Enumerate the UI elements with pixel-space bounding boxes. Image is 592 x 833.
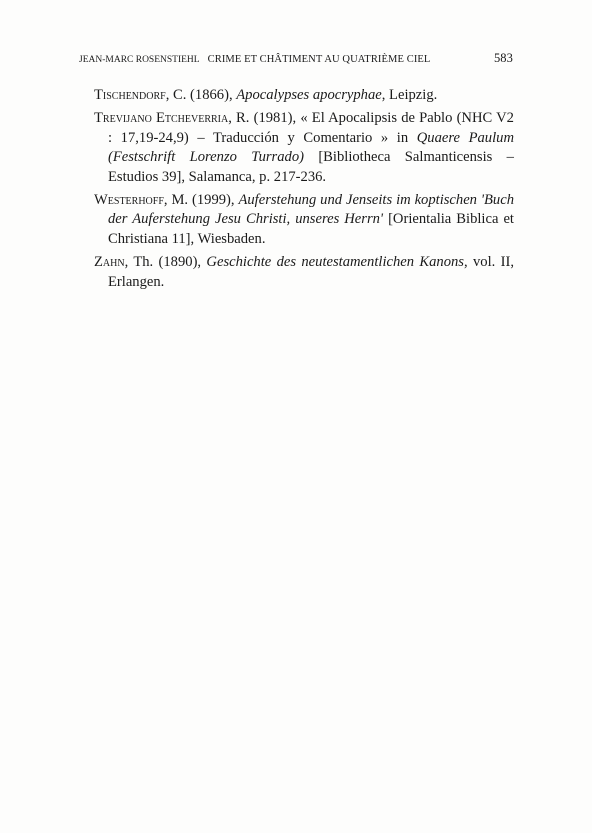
bibliography-entry-westerhoff — [94, 191, 514, 249]
entry-author: Westerhoff — [94, 192, 164, 209]
running-head-title: CRIME ET CHÂTIMENT AU QUATRIÈME CIEL — [207, 54, 431, 65]
entry-text: , Th. (1890), — [124, 254, 207, 271]
entry-text: , R. (1981), « El Apocalipsis de Pablo (NHC V2 : 17,19-24,9) – Traducción y Comentario » in — [108, 110, 514, 146]
entry-author: Zahn — [94, 254, 125, 271]
entry-title: Auferstehung und Jenseits im koptischen 'Buch der Auferstehung Jesu Christi, unseres Herrn' — [108, 192, 514, 228]
bibliography-entry-trevijano — [94, 109, 514, 187]
running-head-author: JEAN-MARC ROSENSTIEHL — [79, 55, 200, 65]
entry-text: [Bibliotheca Salmanticensis – Estudios 39], Salamanca, p. 217-236. — [108, 149, 514, 185]
entry-text: , Leipzig. — [381, 87, 438, 103]
entry-author: Trevijano Etcheverria — [94, 110, 229, 127]
entry-text: , vol. II, Erlangen. — [108, 254, 514, 290]
entry-text: , C. (1866), — [165, 87, 237, 103]
entry-title: Apocalypses apocryphae — [236, 87, 382, 103]
entry-text: [Orientalia Biblica et Christiana 11], Wiesbaden. — [108, 211, 514, 247]
entry-title: Quaere Paulum (Festschrift Lorenzo Turrado) — [108, 129, 514, 166]
running-head — [79, 51, 513, 66]
entry-title: Geschichte des neutestamentlichen Kanons — [206, 254, 464, 271]
page-number: 583 — [493, 51, 513, 65]
entry-text: , M. (1999), — [163, 192, 239, 209]
entry-author: Tischendorf — [94, 87, 166, 103]
bibliography-entry-tischendorf — [94, 86, 514, 105]
bibliography-entry-zahn — [94, 253, 514, 292]
bibliography-list — [94, 86, 514, 296]
